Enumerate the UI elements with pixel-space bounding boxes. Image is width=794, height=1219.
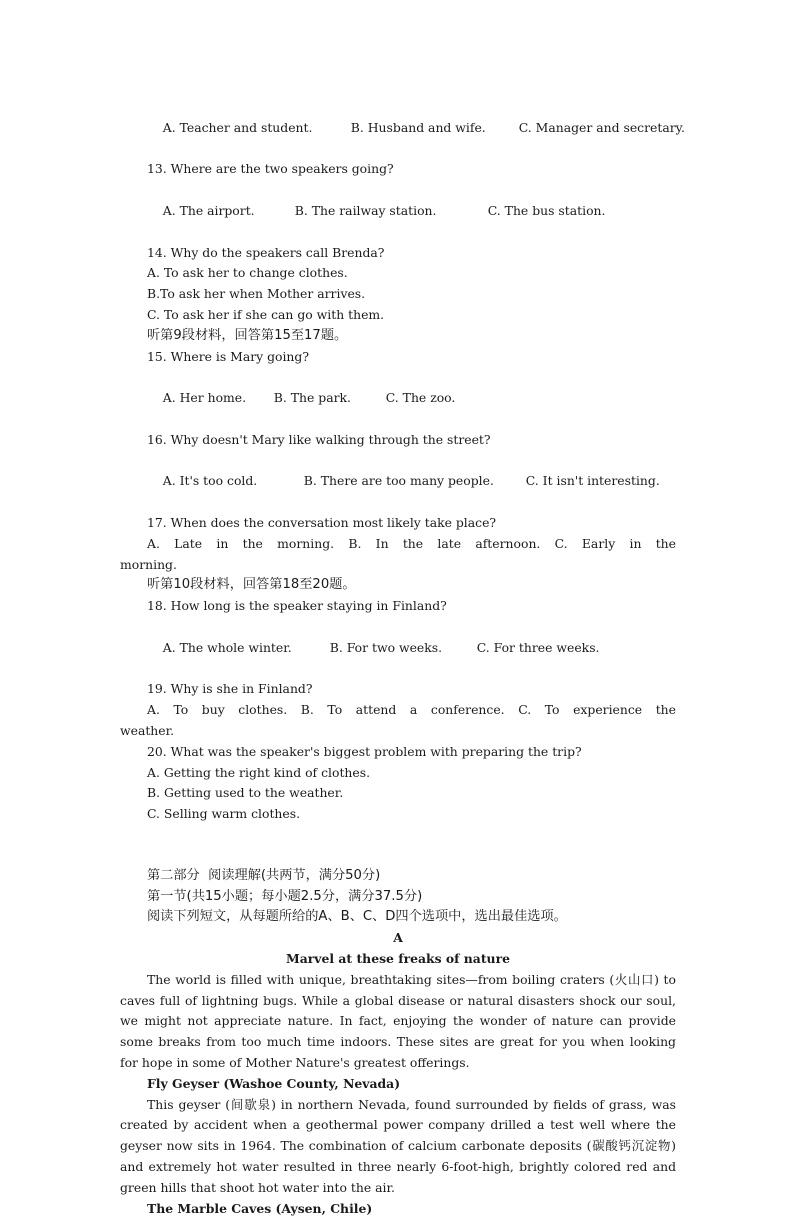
passage-title: Marvel at these freaks of nature xyxy=(286,951,510,967)
exam-page xyxy=(120,97,685,1219)
q18-options xyxy=(120,617,676,679)
passage-letter: A xyxy=(393,930,403,946)
option-a: A. Teacher and student. xyxy=(162,119,313,135)
option-b: B. For two weeks. xyxy=(329,639,443,655)
heading-marble-caves: The Marble Caves (Aysen, Chile) xyxy=(147,1200,373,1216)
option-c: C. The bus station. xyxy=(487,202,606,218)
option-a: A. It's too cold. xyxy=(162,473,258,489)
question-20: 20. What was the speaker's biggest problem with preparing the trip? xyxy=(147,743,582,759)
fly-geyser-paragraph: This geyser (间歇泉) in northern Nevada, found surrounded by fields of grass, was created by accident when a geothermal power company drilled a test well where the geyser now sits in 1964. The combination of calcium carbonate deposits (碳酸钙沉淀物) and extremely hot water resulted in three nearly 6-foot-high, brightly colored red and green hills that shoot hot water into the air. xyxy=(120,1096,676,1195)
q20-option-b: B. Getting used to the weather. xyxy=(147,785,344,801)
question-17: 17. When does the conversation most likely take place? xyxy=(147,514,497,530)
q14-option-a: A. To ask her to change clothes. xyxy=(147,265,348,281)
question-19: 19. Why is she in Finland? xyxy=(147,681,313,697)
reading-instruction: 阅读下列短文，从每题所给的A、B、C、D四个选项中，选出最佳选项。 xyxy=(147,909,567,925)
option-a: A. The airport. xyxy=(162,202,255,218)
q15-options xyxy=(120,367,676,429)
part-title: 第二部分 阅读理解(共两节，满分50分) xyxy=(147,867,381,883)
question-16: 16. Why doesn't Mary like walking through the street? xyxy=(147,431,491,447)
question-15: 15. Where is Mary going? xyxy=(147,348,309,364)
q12-options xyxy=(120,97,685,159)
option-b: B. The railway station. xyxy=(294,202,437,218)
q19-options-line2: weather. xyxy=(120,722,175,738)
q19-options-line1: A. To buy clothes. B. To attend a conference. C. To experience the xyxy=(147,702,676,718)
question-14: 14. Why do the speakers call Brenda? xyxy=(147,244,385,260)
q14-option-c: C. To ask her if she can go with them. xyxy=(147,306,385,322)
option-c: C. For three weeks. xyxy=(476,639,600,655)
section-9-instruction: 听第9段材料，回答第15至17题。 xyxy=(147,327,348,343)
q20-option-a: A. Getting the right kind of clothes. xyxy=(147,764,371,780)
option-b: B. Husband and wife. xyxy=(350,119,486,135)
q16-options xyxy=(120,451,676,513)
heading-fly-geyser: Fly Geyser (Washoe County, Nevada) xyxy=(147,1075,401,1091)
section-gap xyxy=(120,825,676,866)
option-c: C. Manager and secretary. xyxy=(518,119,685,135)
q14-option-b: B.To ask her when Mother arrives. xyxy=(147,286,366,302)
intro-paragraph: The world is filled with unique, breathtaking sites—from boiling craters (火山口) to caves full of lightning bugs. While a global disease or natural disasters shock our soul, we might not appreciate nature. In fact, enjoying the wonder of nature can provide some breaks from too much time indoors. These sites are great for you when looking for hope in some of Mother Nature's greatest offerings. xyxy=(120,971,676,1071)
q17-options-line1: A. Late in the morning. B. In the late afternoon. C. Early in the xyxy=(147,535,676,551)
option-c: C. It isn't interesting. xyxy=(525,473,660,489)
section-10-instruction: 听第10段材料，回答第18至20题。 xyxy=(147,577,356,593)
option-a: A. The whole winter. xyxy=(162,639,292,655)
q20-option-c: C. Selling warm clothes. xyxy=(147,806,301,822)
q13-options xyxy=(120,180,676,242)
question-13: 13. Where are the two speakers going? xyxy=(147,161,394,177)
option-b: B. There are too many people. xyxy=(303,473,494,489)
q17-options-line2: morning. xyxy=(120,556,177,572)
option-a: A. Her home. xyxy=(162,390,247,406)
section-title: 第一节(共15小题；每小题2.5分，满分37.5分) xyxy=(147,888,423,904)
question-18: 18. How long is the speaker staying in Finland? xyxy=(147,598,447,614)
option-c: C. The zoo. xyxy=(385,390,456,406)
option-b: B. The park. xyxy=(273,390,351,406)
